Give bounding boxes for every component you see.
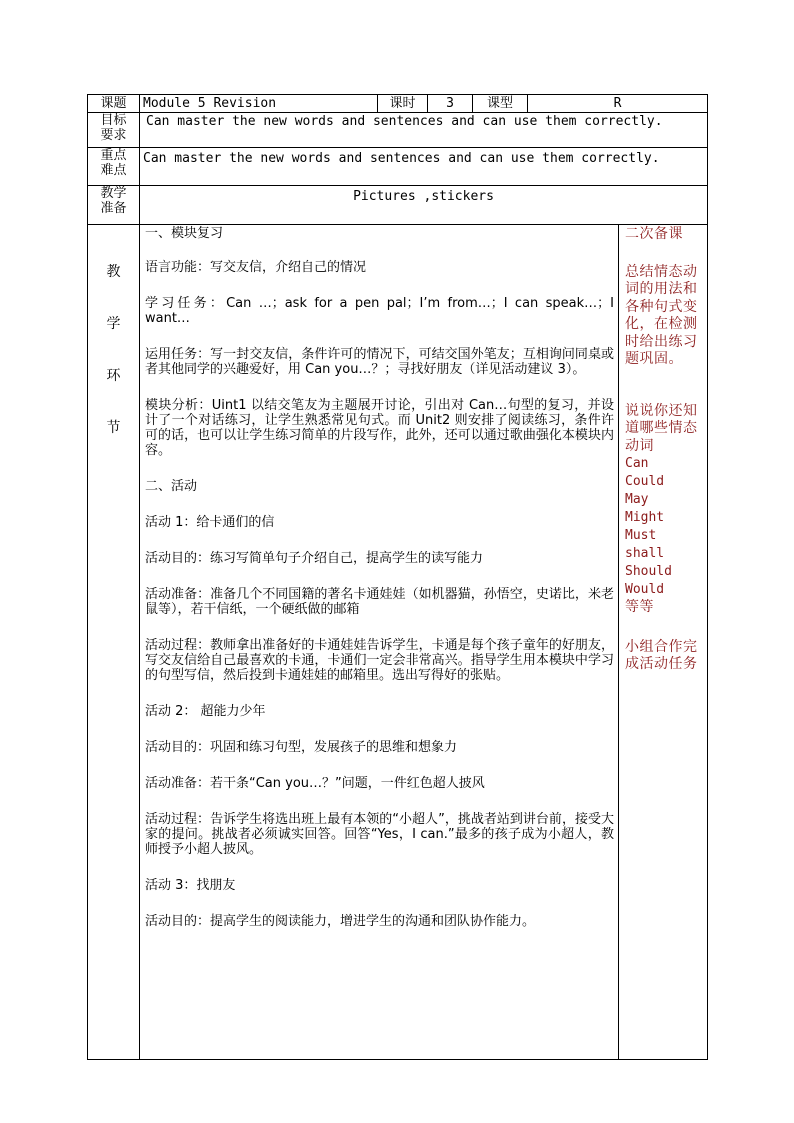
goal-label-line1: 目标 [100, 113, 127, 128]
notes-block-2: 说说你还知道哪些情态动词 [625, 402, 698, 454]
topic-label: 课题 [88, 95, 140, 113]
period-value: 3 [428, 95, 473, 113]
type-value: R [528, 95, 708, 113]
lesson-plan-table [87, 94, 708, 1060]
section-heading-review: 一、模块复习 [145, 226, 224, 241]
teaching-side-label [88, 225, 140, 1060]
topic-value: Module 5 Revision [140, 95, 378, 113]
preparation-label [88, 186, 140, 225]
modal-word: Can [625, 456, 649, 471]
side-char-4: 节 [106, 420, 121, 436]
section-heading-activities: 二、活动 [145, 479, 198, 494]
side-char-3: 环 [106, 368, 121, 384]
preparation-text: Pictures ,stickers [140, 186, 708, 225]
activity-1-purpose: 活动目的：练习写简单句子介绍自己，提高学生的读写能力 [145, 551, 484, 566]
activity-2-title: 活动 2： 超能力少年 [145, 704, 266, 719]
learning-tasks: 学习任务：Can …；ask for a pen pal；I’m from…；I can speak…；I want… [145, 296, 614, 326]
activity-1-preparation: 活动准备：准备几个不同国籍的著名卡通娃娃（如机器猫，孙悟空，史诺比，米老鼠等），若干信纸，一个硬纸做的邮箱 [145, 587, 614, 617]
key-points-row [88, 148, 708, 186]
goal-row [88, 113, 708, 148]
modal-word: Might [625, 510, 665, 525]
activity-1-process: 活动过程：教师拿出准备好的卡通娃娃告诉学生，卡通是每个孩子童年的好朋友，写交友信给自己最喜欢的卡通，卡通们一定会非常高兴。指导学生用本模块中学习的句型写信，然后投到卡通娃娃的邮箱里。选出写得好的张贴。 [145, 638, 614, 683]
notes-etc: 等等 [625, 599, 654, 615]
teaching-content [140, 225, 619, 1060]
modal-word: Should [625, 564, 672, 579]
notes-block-1: 总结情态动词的用法和各种句式变化，在检测时给出练习题巩固。 [625, 263, 698, 367]
activity-2-process: 活动过程：告诉学生将选出班上最有本领的“小超人”，挑战者站到讲台前，接受大家的提问。挑战者必须诚实回答。回答“Yes，I can.”最多的孩子成为小超人，教师授予小超人披风。 [145, 812, 614, 857]
type-label: 课型 [473, 95, 528, 113]
preparation-label-line1: 教学 [100, 186, 127, 201]
preparation-row [88, 186, 708, 225]
activity-3-purpose: 活动目的：提高学生的阅读能力，增进学生的沟通和团队协作能力。 [145, 914, 536, 929]
key-points-label-line2: 难点 [100, 163, 127, 178]
activity-1-title: 活动 1：给卡通们的信 [145, 515, 275, 530]
side-char-1: 教 [106, 264, 121, 280]
module-analysis: 模块分析：Uint1 以结交笔友为主题展开讨论，引出对 Can…句型的复习，并设计了一个对话练习，让学生熟悉常见句式。而 Unit2 则安排了阅读练习，条件许可的话，也可以让学生练习简单的片段写作，此外，还可以通过歌曲强化本模块内容。 [145, 398, 614, 458]
goal-label-line2: 要求 [100, 128, 127, 143]
key-points-text: Can master the new words and sentences and can use them correctly. [140, 148, 708, 186]
modal-word: Would [625, 582, 665, 597]
goal-text: Can master the new words and sentences and can use them correctly. [140, 113, 708, 148]
application-tasks: 运用任务：写一封交友信，条件许可的情况下，可结交国外笔友；互相询问同桌或者其他同学的兴趣爱好，用 Can you…？；寻找好朋友（详见活动建议 3）。 [145, 347, 614, 377]
modal-word: Could [625, 474, 665, 489]
modal-word: shall [625, 546, 665, 561]
preparation-label-line2: 准备 [100, 201, 127, 216]
title-row [88, 95, 708, 113]
key-points-label [88, 148, 140, 186]
activity-2-purpose: 活动目的：巩固和练习句型，发展孩子的思维和想象力 [145, 740, 458, 755]
language-function: 语言功能：写交友信，介绍自己的情况 [145, 260, 367, 275]
notes-block-3: 小组合作完成活动任务 [625, 638, 698, 672]
teaching-row [88, 225, 708, 1060]
modal-word: Must [625, 528, 657, 543]
modal-word: May [625, 492, 649, 507]
goal-label [88, 113, 140, 148]
secondary-prep-notes [619, 225, 708, 1060]
notes-title: 二次备课 [625, 226, 683, 242]
period-label: 课时 [378, 95, 428, 113]
side-char-2: 学 [106, 316, 121, 332]
key-points-label-line1: 重点 [100, 148, 127, 163]
activity-3-title: 活动 3：找朋友 [145, 878, 236, 893]
activity-2-preparation: 活动准备：若干条“Can you…？”问题，一件红色超人披风 [145, 776, 485, 791]
